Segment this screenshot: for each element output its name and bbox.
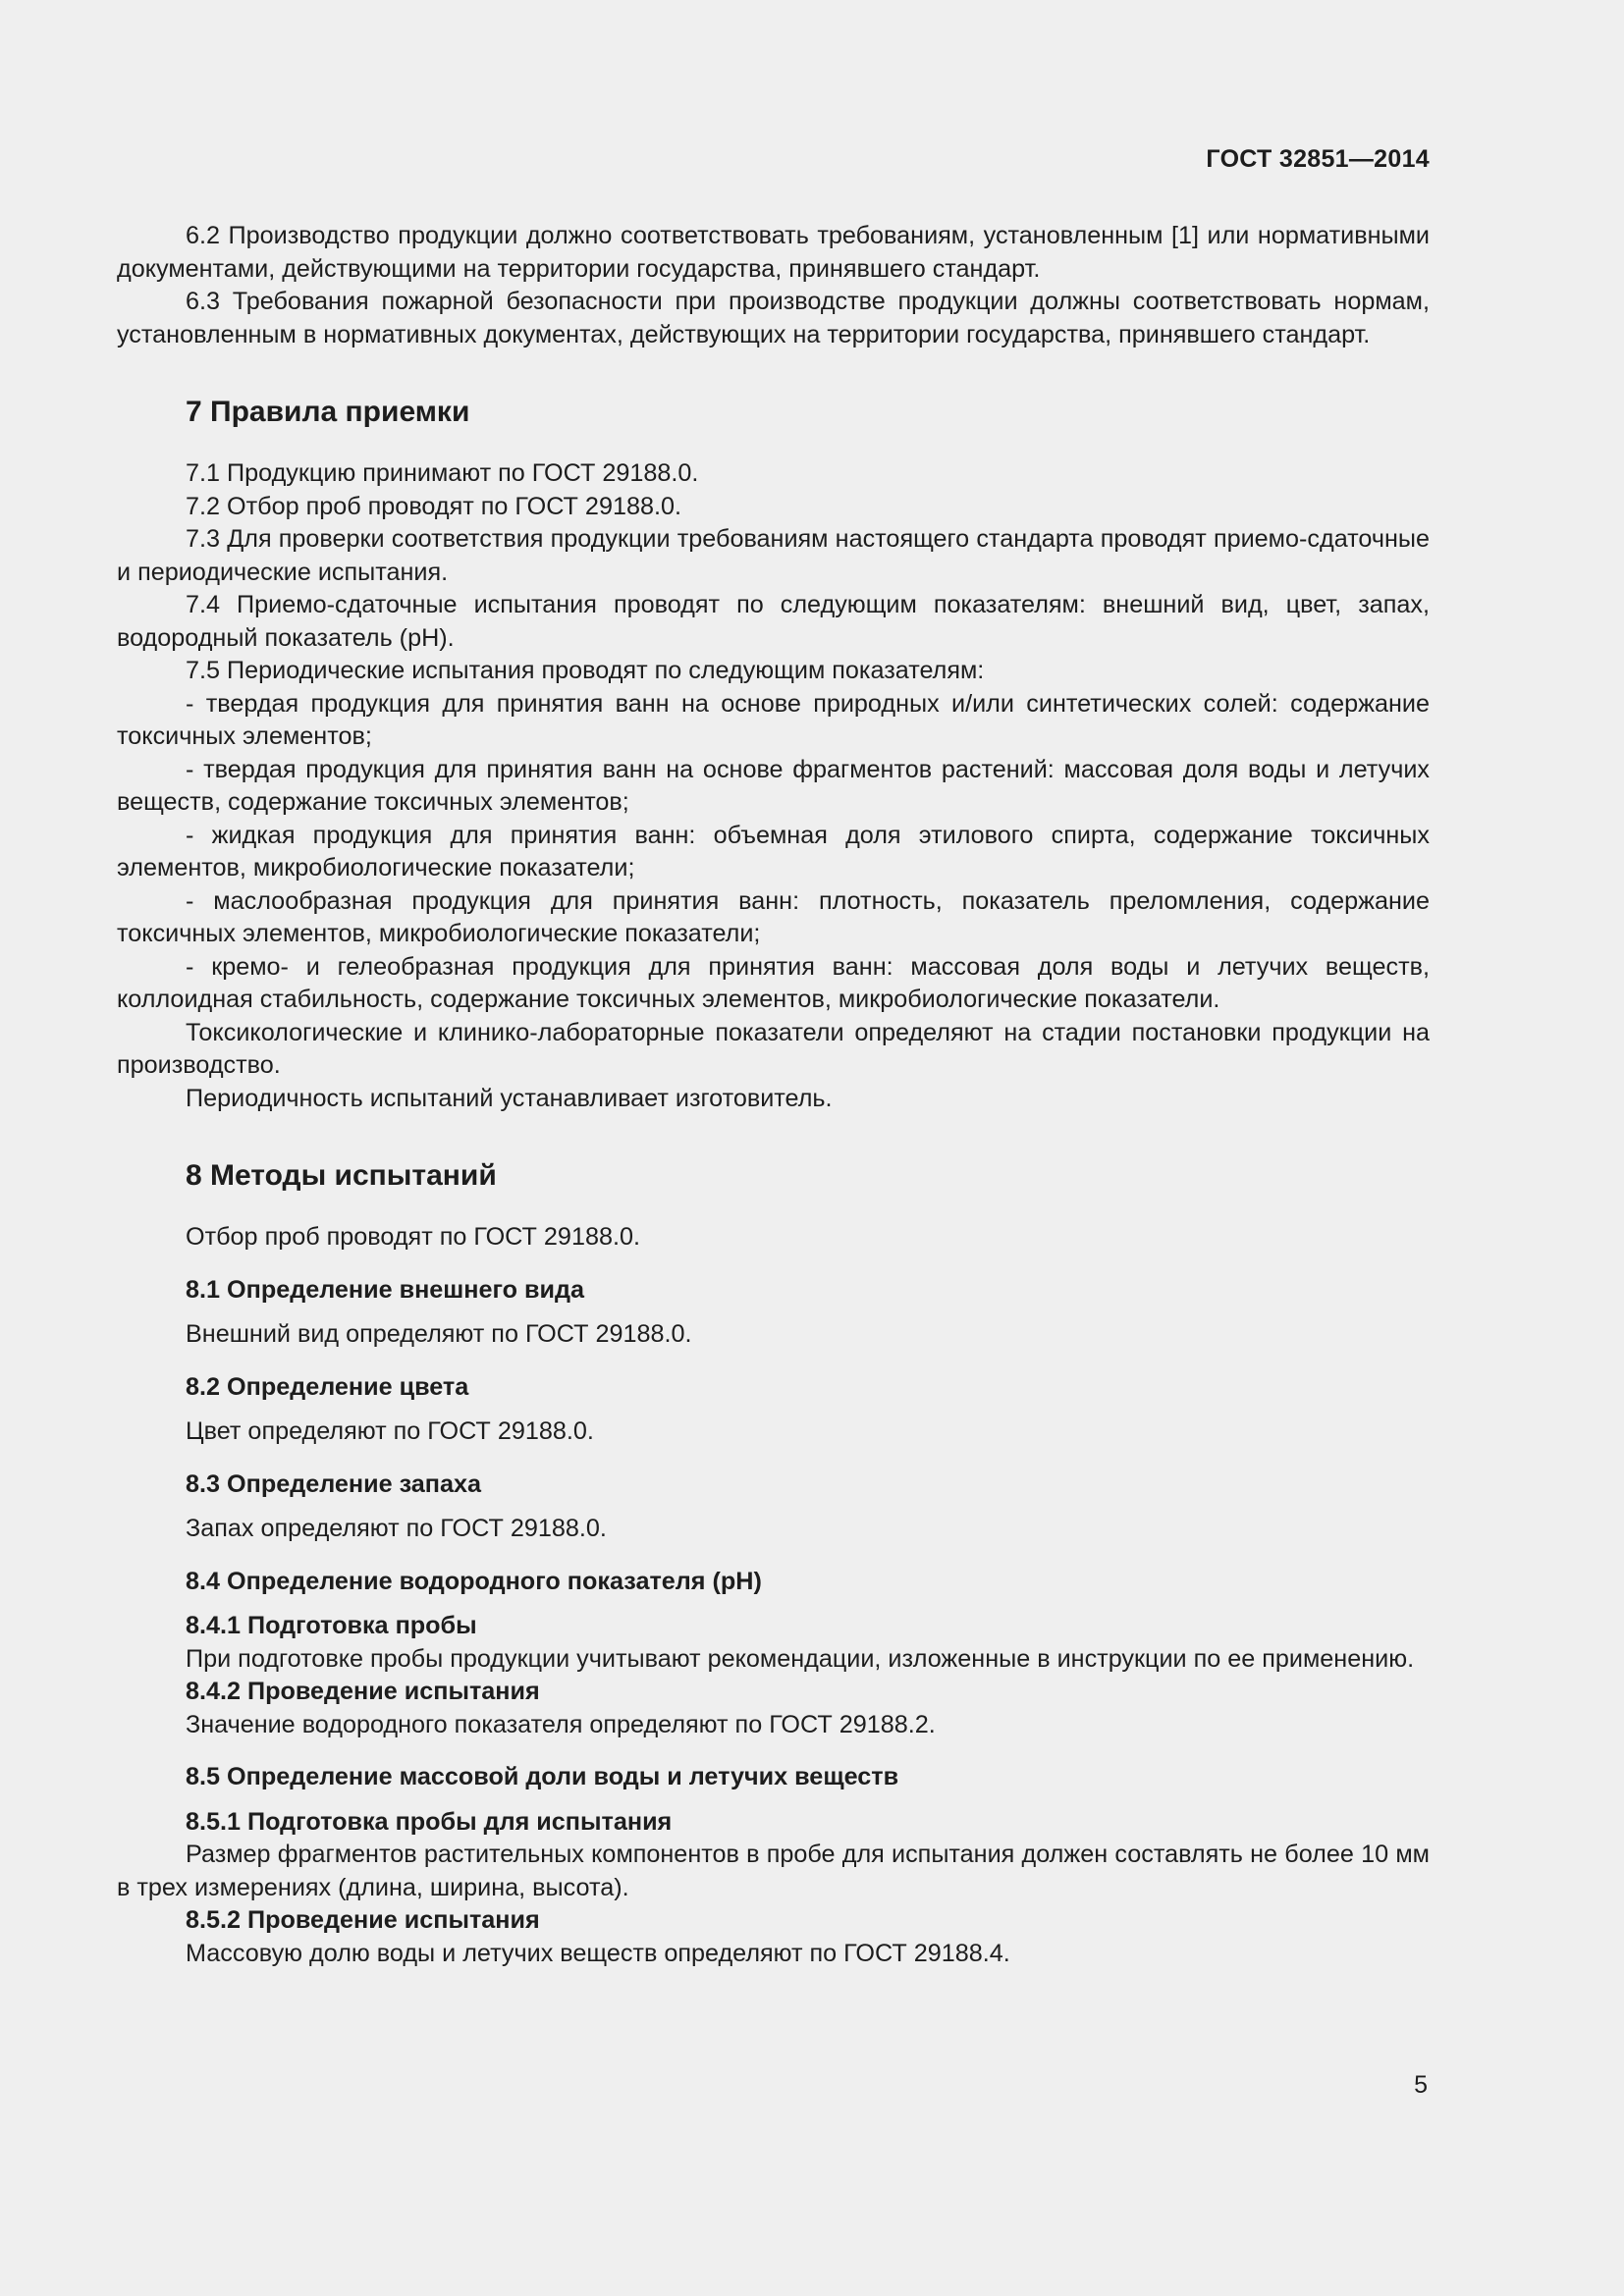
paragraph-8-5-1: Размер фрагментов растительных компонентов в пробе для испытания должен составлять не более 10 мм в трех измерениях (длина, ширина, высота). [117, 1841, 1430, 1901]
paragraph-8-4-2: Значение водородного показателя определяют по ГОСТ 29188.2. [186, 1710, 936, 1738]
paragraph-7-3: 7.3 Для проверки соответствия продукции требованиям настоящего стандарта проводят приемо-сдаточные и периодические испытания. [117, 525, 1430, 586]
list-item-solid-salts: - твердая продукция для принятия ванн на основе природных и/или синтетических солей: содержание токсичных элементов; [117, 689, 1430, 750]
paragraph-8-3: Запах определяют по ГОСТ 29188.0. [186, 1515, 607, 1542]
subsection-8-4-heading: 8.4 Определение водородного показателя (pH) [186, 1567, 762, 1595]
document-code-header: ГОСТ 32851—2014 [1206, 145, 1430, 173]
page-number: 5 [1414, 2071, 1428, 2099]
subsection-8-4-2-heading: 8.4.2 Проведение испытания [186, 1678, 540, 1705]
paragraph-8-4-1: При подготовке пробы продукции учитывают рекомендации, изложенные в инструкции по ее применению. [186, 1644, 1415, 1673]
paragraph-periodicity: Периодичность испытаний устанавливает изготовитель. [186, 1084, 833, 1112]
list-item-liquid: - жидкая продукция для принятия ванн: объемная доля этилового спирта, содержание токсичных элементов, микробиологические показатели; [117, 821, 1430, 881]
paragraph-8-5-2: Массовую долю воды и летучих веществ определяют по ГОСТ 29188.4. [186, 1939, 1010, 1967]
section-8-heading: 8 Методы испытаний [186, 1159, 497, 1192]
paragraph-7-4: 7.4 Приемо-сдаточные испытания проводят по следующим показателям: внешний вид, цвет, запах, водородный показатель (pH). [117, 591, 1430, 652]
paragraph-7-2: 7.2 Отбор проб проводят по ГОСТ 29188.0. [186, 492, 681, 520]
subsection-8-5-2-heading: 8.5.2 Проведение испытания [186, 1906, 540, 1934]
subsection-8-5-heading: 8.5 Определение массовой доли воды и летучих веществ [186, 1763, 899, 1790]
paragraph-7-5: 7.5 Периодические испытания проводят по следующим показателям: [186, 657, 985, 684]
list-item-oily: - маслообразная продукция для принятия ванн: плотность, показатель преломления, содержание токсичных элементов, микробиологические показатели; [117, 886, 1430, 947]
paragraph-7-1: 7.1 Продукцию принимают по ГОСТ 29188.0. [186, 459, 699, 487]
page-content [117, 220, 1430, 1970]
list-item-cream-gel: - кремо- и гелеобразная продукция для принятия ванн: массовая доля воды и летучих веществ, коллоидная стабильность, содержание токсичных элементов, микробиологические показатели. [117, 952, 1430, 1013]
paragraph-6-2: 6.2 Производство продукции должно соответствовать требованиям, установленным [1] или нормативными документами, действующими на территории государства, принявшего стандарт. [117, 222, 1430, 283]
subsection-8-2-heading: 8.2 Определение цвета [186, 1372, 469, 1401]
list-item-solid-plants: - твердая продукция для принятия ванн на основе фрагментов растений: массовая доля воды и летучих веществ, содержание токсичных элементов; [117, 755, 1430, 816]
paragraph-6-3: 6.3 Требования пожарной безопасности при производстве продукции должны соответствовать нормам, установленным в нормативных документах, действующих на территории государства, принявшего стандарт. [117, 288, 1430, 348]
subsection-8-3-heading: 8.3 Определение запаха [186, 1469, 482, 1498]
paragraph-8-1: Внешний вид определяют по ГОСТ 29188.0. [186, 1320, 692, 1348]
paragraph-8-intro: Отбор проб проводят по ГОСТ 29188.0. [186, 1223, 640, 1251]
subsection-8-1-heading: 8.1 Определение внешнего вида [186, 1275, 585, 1304]
paragraph-toxicology: Токсикологические и клинико-лабораторные показатели определяют на стадии постановки продукции на производство. [117, 1018, 1430, 1079]
subsection-8-4-1-heading: 8.4.1 Подготовка пробы [186, 1612, 477, 1639]
section-7-heading: 7 Правила приемки [186, 396, 470, 428]
subsection-8-5-1-heading: 8.5.1 Подготовка пробы для испытания [186, 1807, 673, 1836]
paragraph-8-2: Цвет определяют по ГОСТ 29188.0. [186, 1417, 594, 1445]
